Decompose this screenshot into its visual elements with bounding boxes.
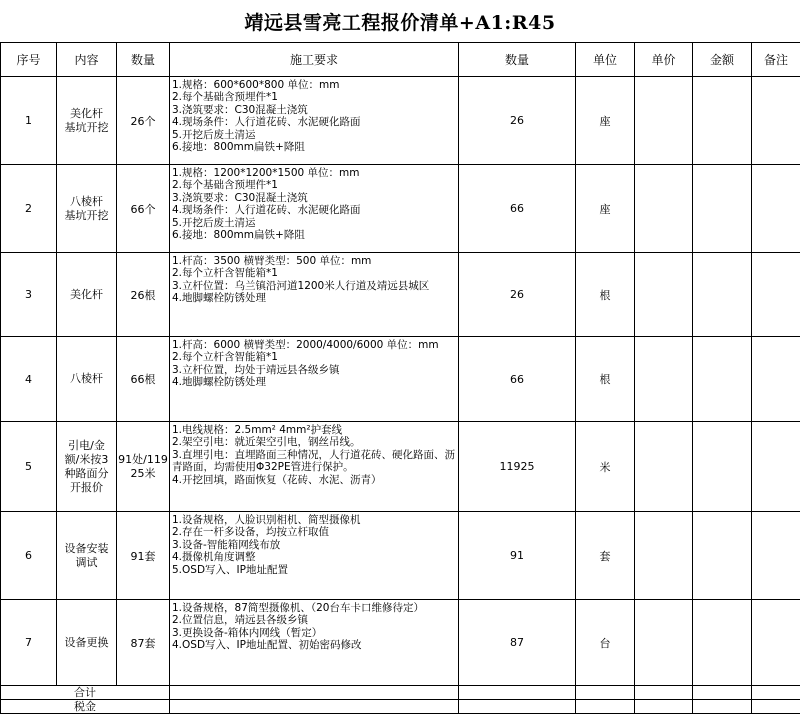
requirement-line: 3.设备-智能箱网线布放: [172, 538, 281, 551]
tax-cell: [635, 700, 693, 714]
cell-unit: 台: [576, 600, 635, 686]
tax-row: [1, 700, 800, 714]
cell-amount[interactable]: [693, 422, 752, 512]
cell-index: 1: [1, 77, 57, 165]
cell-unit-price[interactable]: [635, 77, 693, 165]
cell-qty: 26根: [117, 253, 170, 337]
cell-remarks[interactable]: [752, 512, 800, 600]
tax-cell: [170, 700, 459, 714]
cell-qty: 91套: [117, 512, 170, 600]
tax-cell: [459, 700, 576, 714]
cell-unit: 座: [576, 77, 635, 165]
requirement-line: 1.规格：600*600*800 单位：mm: [172, 79, 340, 91]
cell-qty2: 66: [459, 165, 576, 253]
cell-amount[interactable]: [693, 253, 752, 337]
table-row: [1, 422, 800, 512]
tax-label: 税金: [1, 700, 170, 714]
cell-amount[interactable]: [693, 600, 752, 686]
requirement-line: 1.规格：1200*1200*1500 单位：mm: [172, 167, 360, 179]
requirement-line: 3.立杆位置：乌兰镇沿河道1200米人行道及靖远县城区: [172, 279, 430, 292]
cell-qty2: 66: [459, 337, 576, 422]
requirement-line: 4.现场条件：人行道花砖、水泥硬化路面: [172, 116, 361, 129]
cell-qty: 66个: [117, 165, 170, 253]
cell-unit-price[interactable]: [635, 253, 693, 337]
requirement-line: 1.杆高：6000 横臂类型：2000/4000/6000 单位：mm: [172, 339, 439, 351]
total-amount-cell[interactable]: [693, 686, 752, 700]
requirement-line: 2.每个立杆含智能箱*1: [172, 351, 278, 364]
cell-index: 2: [1, 165, 57, 253]
cell-qty2: 11925: [459, 422, 576, 512]
requirement-line: 4.地脚螺栓防锈处理: [172, 292, 267, 305]
cell-unit: 座: [576, 165, 635, 253]
header-unit-price: 单价: [635, 43, 693, 77]
cell-content: 引电/金额/米按3种路面分开报价: [57, 422, 117, 512]
total-cell: [752, 686, 800, 700]
requirement-line: 4.开挖回填，路面恢复（花砖、水泥、沥青）: [172, 473, 382, 486]
cell-qty2: 91: [459, 512, 576, 600]
requirement-line: 5.开挖后废土清运: [172, 128, 256, 141]
header-content: 内容: [57, 43, 117, 77]
cell-requirements: [170, 512, 459, 600]
header-row: [1, 43, 800, 77]
requirement-line: 4.地脚螺栓防锈处理: [172, 376, 267, 389]
header-qty2: 数量: [459, 43, 576, 77]
total-cell: [576, 686, 635, 700]
quotation-table: [0, 42, 800, 714]
tax-amount-cell[interactable]: [693, 700, 752, 714]
header-requirements: 施工要求: [170, 43, 459, 77]
table-row: [1, 165, 800, 253]
table-row: [1, 253, 800, 337]
requirement-line: 2.位置信息，靖远县各级乡镇: [172, 614, 309, 627]
cell-requirements: [170, 253, 459, 337]
requirement-line: 6.接地：800mm扁铁+降阻: [172, 229, 305, 242]
header-unit: 单位: [576, 43, 635, 77]
content-line: 美化杆 基坑开挖: [64, 106, 109, 134]
cell-qty2: 26: [459, 253, 576, 337]
cell-qty2: 87: [459, 600, 576, 686]
cell-remarks[interactable]: [752, 253, 800, 337]
total-cell: [170, 686, 459, 700]
cell-content: [57, 253, 117, 337]
cell-content: [57, 512, 117, 600]
cell-index: 4: [1, 337, 57, 422]
requirement-line: 4.摄像机角度调整: [172, 551, 256, 564]
cell-qty: 66根: [117, 337, 170, 422]
cell-qty: 91处/11925米: [117, 422, 170, 512]
cell-unit-price[interactable]: [635, 165, 693, 253]
header-qty: 数量: [117, 43, 170, 77]
cell-amount[interactable]: [693, 165, 752, 253]
total-cell: [635, 686, 693, 700]
requirement-line: 2.每个立杆含智能箱*1: [172, 267, 278, 280]
cell-remarks[interactable]: [752, 600, 800, 686]
cell-unit-price[interactable]: [635, 512, 693, 600]
requirement-line: 1.设备规格，87简型摄像机、（20台车卡口维修待定）: [172, 602, 424, 614]
cell-amount[interactable]: [693, 337, 752, 422]
requirement-line: 1.杆高：3500 横臂类型：500 单位：mm: [172, 255, 372, 267]
content-line: 八棱杆 基坑开挖: [64, 194, 109, 222]
cell-index: 3: [1, 253, 57, 337]
cell-content: [57, 600, 117, 686]
cell-qty: 87套: [117, 600, 170, 686]
cell-unit: 根: [576, 253, 635, 337]
cell-unit: 套: [576, 512, 635, 600]
cell-requirements: [170, 600, 459, 686]
total-cell: [459, 686, 576, 700]
total-label: 合计: [1, 686, 170, 700]
cell-remarks[interactable]: [752, 165, 800, 253]
cell-unit-price[interactable]: [635, 422, 693, 512]
table-row: [1, 337, 800, 422]
cell-remarks[interactable]: [752, 337, 800, 422]
requirement-line: 2.每个基础含预埋件*1: [172, 91, 278, 104]
header-amount: 金额: [693, 43, 752, 77]
requirement-line: 1.电线规格：2.5mm² 4mm²护套线: [172, 424, 343, 436]
requirement-line: 4.现场条件：人行道花砖、水泥硬化路面: [172, 204, 361, 217]
tax-cell: [576, 700, 635, 714]
cell-remarks[interactable]: [752, 77, 800, 165]
cell-unit-price[interactable]: [635, 337, 693, 422]
cell-requirements: [170, 337, 459, 422]
requirement-line: 4.OSD写入、IP地址配置、初始密码修改: [172, 639, 362, 652]
cell-requirements: [170, 77, 459, 165]
table-row: [1, 77, 800, 165]
header-index: 序号: [1, 43, 57, 77]
total-row: [1, 686, 800, 700]
requirement-line: 2.架空引电：就近架空引电，钢丝吊线。: [172, 436, 361, 449]
content-line: 美化杆: [70, 287, 103, 301]
cell-requirements: [170, 422, 459, 512]
cell-index: 5: [1, 422, 57, 512]
requirement-line: 5.开挖后废土清运: [172, 216, 256, 229]
tax-cell: [752, 700, 800, 714]
cell-amount[interactable]: [693, 512, 752, 600]
cell-qty: 26个: [117, 77, 170, 165]
cell-remarks[interactable]: [752, 422, 800, 512]
cell-qty2: 26: [459, 77, 576, 165]
requirement-line: 3.直埋引电：直埋路面三种情况，人行道花砖、硬化路面、沥青路面，均需使用Φ32PE管进行保护。: [172, 448, 456, 474]
content-line: 设备更换: [64, 635, 109, 649]
cell-unit-price[interactable]: [635, 600, 693, 686]
requirement-line: 1.设备规格，人脸识别相机、简型摄像机: [172, 514, 361, 526]
cell-index: 6: [1, 512, 57, 600]
cell-unit: 米: [576, 422, 635, 512]
header-remarks: 备注: [752, 43, 800, 77]
cell-content: [57, 165, 117, 253]
content-line: 设备安装 调试: [64, 541, 109, 569]
table-row: [1, 600, 800, 686]
requirement-line: 2.每个基础含预埋件*1: [172, 179, 278, 192]
requirement-line: 5.OSD写入、IP地址配置: [172, 563, 288, 576]
requirement-line: 3.立杆位置，均处于靖远县各级乡镇: [172, 363, 340, 376]
requirement-line: 3.浇筑要求：C30混凝土浇筑: [172, 191, 308, 204]
cell-amount[interactable]: [693, 77, 752, 165]
requirement-line: 2.存在一杆多设备，均按立杆取值: [172, 526, 330, 539]
cell-content: [57, 337, 117, 422]
table-row: [1, 512, 800, 600]
content-line: 八棱杆: [70, 372, 103, 385]
cell-unit: 根: [576, 337, 635, 422]
requirement-line: 3.更换设备-箱体内网线（暂定）: [172, 626, 323, 639]
cell-content: [57, 77, 117, 165]
page-title: 靖远县雪亮工程报价清单+A1:R45: [244, 11, 556, 34]
requirement-line: 3.浇筑要求：C30混凝土浇筑: [172, 103, 308, 116]
requirement-line: 6.接地：800mm扁铁+降阻: [172, 141, 305, 154]
cell-requirements: [170, 165, 459, 253]
cell-index: 7: [1, 600, 57, 686]
